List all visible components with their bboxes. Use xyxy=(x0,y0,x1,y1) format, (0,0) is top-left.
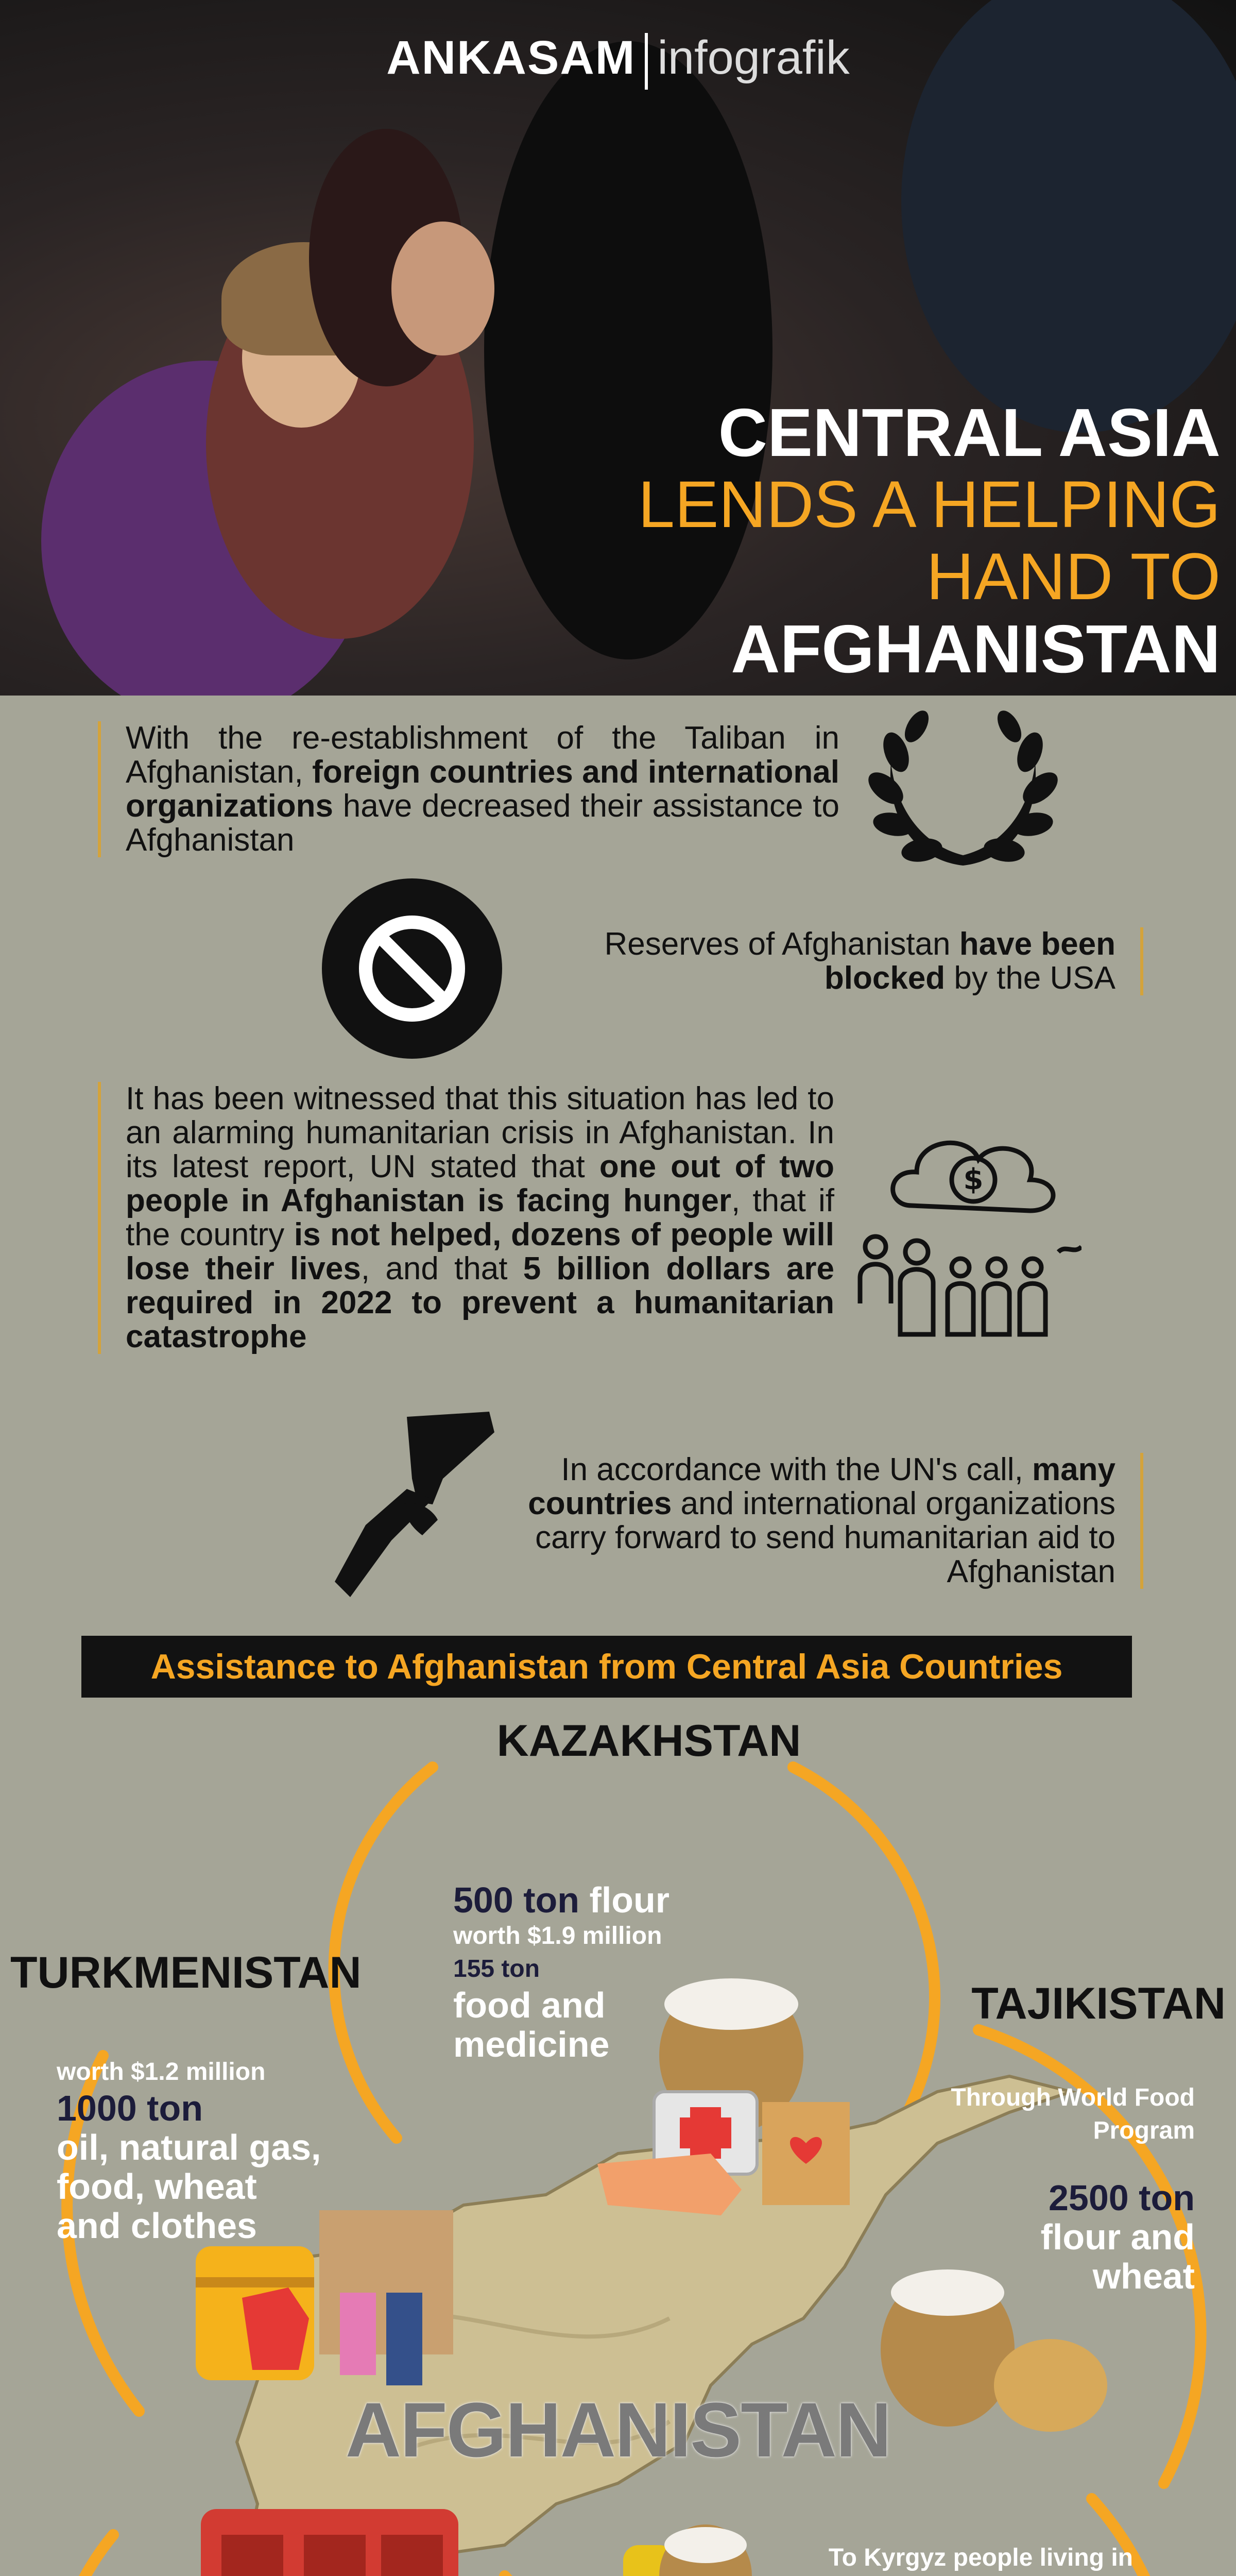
prohibited-icon xyxy=(319,876,505,1061)
text: In accordance with the UN's call, xyxy=(561,1452,1033,1487)
text: , that if the country xyxy=(126,1183,834,1252)
title-line-4: AFGHANISTAN xyxy=(731,611,1221,687)
brand-name: ANKASAM xyxy=(386,31,636,84)
aid-text: and clothes xyxy=(57,2206,257,2246)
text: and international organizations carry forward to send humanitarian aid to Afghanistan xyxy=(535,1486,1115,1589)
aid-text: food, wheat xyxy=(57,2166,257,2207)
text: by the USA xyxy=(945,960,1115,996)
laurel-wreath-icon xyxy=(865,706,1061,876)
brand-suffix: infografik xyxy=(657,31,850,84)
kazakhstan-aid-text xyxy=(453,1880,670,2064)
turkmenistan-aid-text xyxy=(57,2056,321,2245)
text: Reserves of Afghanistan xyxy=(604,926,959,962)
main-title xyxy=(638,397,1221,685)
text: have decreased their assistance to Afghanistan xyxy=(126,788,839,858)
aid-subtext: Through World Food xyxy=(951,2084,1195,2111)
uzbekistan-aid-illustration xyxy=(103,2509,458,2576)
map-label: AFGHANISTAN xyxy=(345,2386,891,2473)
country-turkmenistan: TURKMENISTAN xyxy=(10,1948,362,1997)
text: With the re-establishment of the Taliban in Afghanistan, xyxy=(126,720,839,790)
country-kazakhstan: KAZAKHSTAN xyxy=(496,1716,801,1766)
text-block-crisis xyxy=(98,1082,834,1354)
text-block-reserves xyxy=(525,927,1143,995)
aid-subtext: worth $1.2 million xyxy=(57,2058,266,2086)
bold-text: one out of two people in Afghanistan is facing hunger xyxy=(126,1149,834,1218)
aid-text: food and xyxy=(453,1985,606,2025)
kazakhstan-arc-right xyxy=(793,1767,935,2133)
text-block-taliban xyxy=(98,721,839,857)
bold-text: is not helped, dozens of people will lose their lives xyxy=(126,1217,834,1286)
aid-text: flour and xyxy=(1040,2217,1195,2257)
bold-text: foreign countries and international organizations xyxy=(126,754,840,824)
text: , and that xyxy=(360,1251,523,1286)
uzbekistan-arc-left xyxy=(52,2535,113,2576)
child-face-2 xyxy=(391,222,494,355)
aid-subtext: Program xyxy=(1093,2117,1195,2144)
bold-text: 5 billion dollars are required in 2022 to prevent a humanitarian catastrophe xyxy=(126,1251,835,1354)
aid-text: medicine xyxy=(453,2024,610,2064)
bold-text: many countries xyxy=(528,1452,1115,1521)
title-line-2: LENDS A HELPING xyxy=(638,468,1221,541)
hero-image xyxy=(0,0,1236,696)
helping-hands-icon xyxy=(330,1412,505,1607)
section-banner: Assistance to Afghanistan from Central Asia Countries xyxy=(81,1636,1132,1698)
text: It has been witnessed that this situation has led to an alarming humanitarian crisis in Afghanistan. In its latest report, UN stated that xyxy=(126,1081,834,1184)
kyrgyzstan-aid-illustration xyxy=(608,2524,752,2576)
aid-text: oil, natural gas, xyxy=(57,2127,321,2167)
tajikistan-aid-text xyxy=(951,2081,1195,2296)
aid-subtext: worth $1.9 million xyxy=(453,1922,662,1950)
brand-header xyxy=(0,31,1236,90)
text-block-un-call xyxy=(494,1453,1143,1589)
brand-divider xyxy=(645,33,648,90)
money-family-icon xyxy=(855,1128,1082,1345)
aid-number: 1000 ton xyxy=(57,2088,203,2128)
title-line-3: HAND TO xyxy=(926,540,1221,614)
aid-number: 2500 ton xyxy=(1049,2178,1195,2218)
title-line-1: CENTRAL ASIA xyxy=(718,395,1221,470)
svg-text:$: $ xyxy=(963,1163,984,1196)
aid-subtext: To Kyrgyz people living in xyxy=(828,2544,1133,2571)
aid-number-small: 155 ton xyxy=(453,1955,540,1982)
aid-text: wheat xyxy=(1092,2256,1195,2296)
bold-text: have been blocked xyxy=(824,926,1115,996)
aid-number: 500 ton xyxy=(453,1880,580,1920)
aid-text: flour xyxy=(579,1880,670,1920)
kyrgyzstan-aid-text xyxy=(814,2540,1133,2576)
country-tajikistan: TAJIKISTAN xyxy=(971,1979,1226,2028)
